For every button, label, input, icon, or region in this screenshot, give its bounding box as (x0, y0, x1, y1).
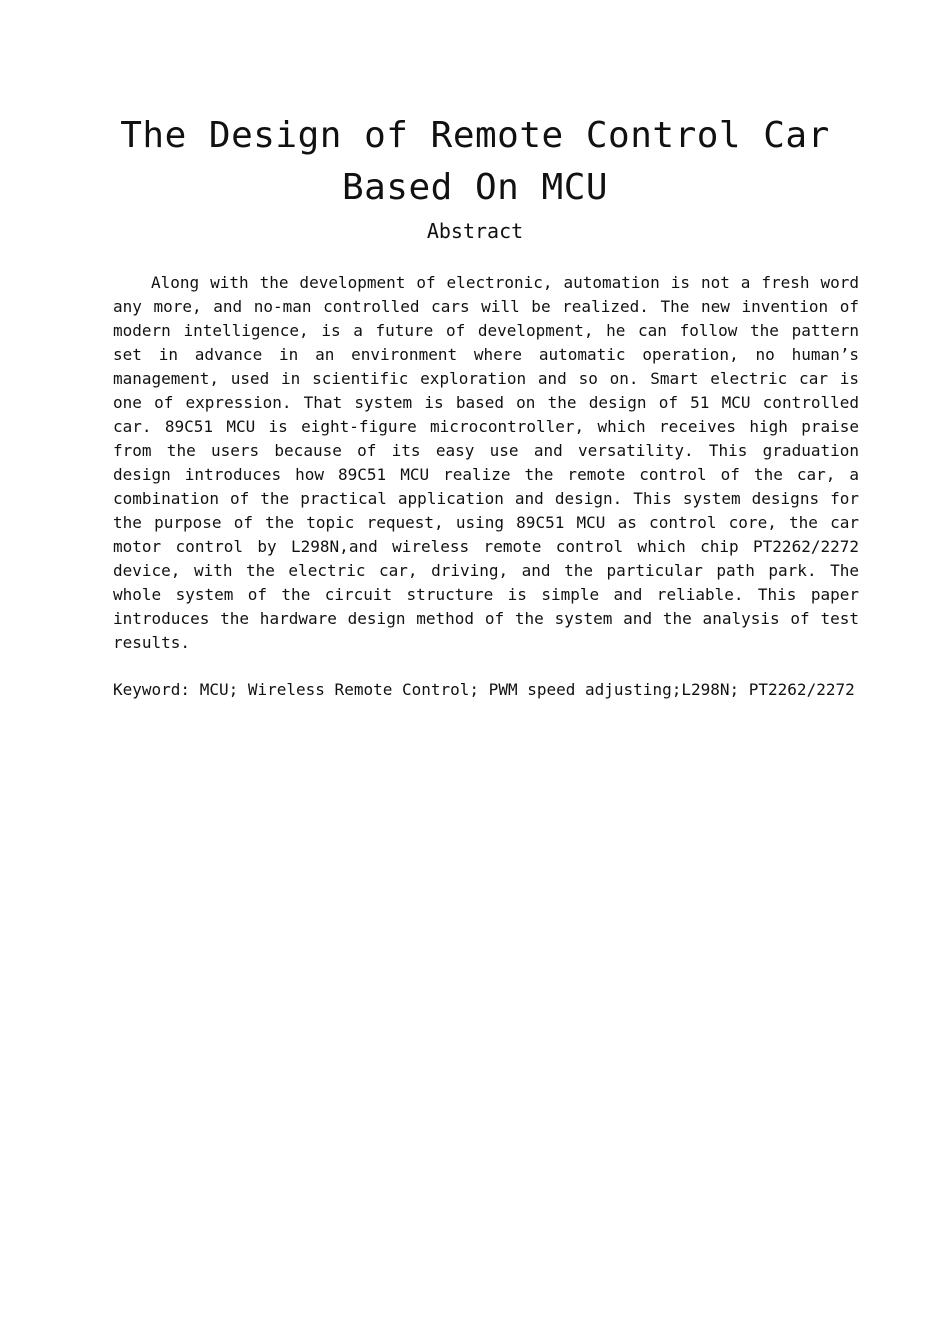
title-line-2: Based On MCU (341, 167, 609, 208)
title-line-1: The Design of Remote Control Car (120, 115, 830, 156)
abstract-paragraph: Along with the development of electronic, automation is not a fresh word any more, and no-man controlled cars will be realized. The new invention of modern intelligence, is a future of development, he can follow the pattern set in advance in an environment where automatic operation, no human’s management, used in scientific exploration and so on. Smart electric car is one of expression. That system is based on the design of 51 MCU controlled car. 89C51 MCU is eight-figure microcontroller, which receives high praise from the users because of its easy use and versatility. This graduation design introduces how 89C51 MCU realize the remote control of the car, a combination of the practical application and design. This system designs for the purpose of the topic request, using 89C51 MCU as control core, the car motor control by L298N,and wireless remote control which chip PT2262/2272 device, with the electric car, driving, and the particular path park. The whole system of the circuit structure is simple and reliable. This paper introduces the hardware design method of the system and the analysis of test results. (113, 273, 859, 652)
abstract-heading: Abstract (426, 219, 524, 243)
keywords-line: Keyword: MCU; Wireless Remote Control; PWM speed adjusting;L298N; PT2262/2272 (113, 680, 855, 699)
document-title (60, 110, 890, 214)
